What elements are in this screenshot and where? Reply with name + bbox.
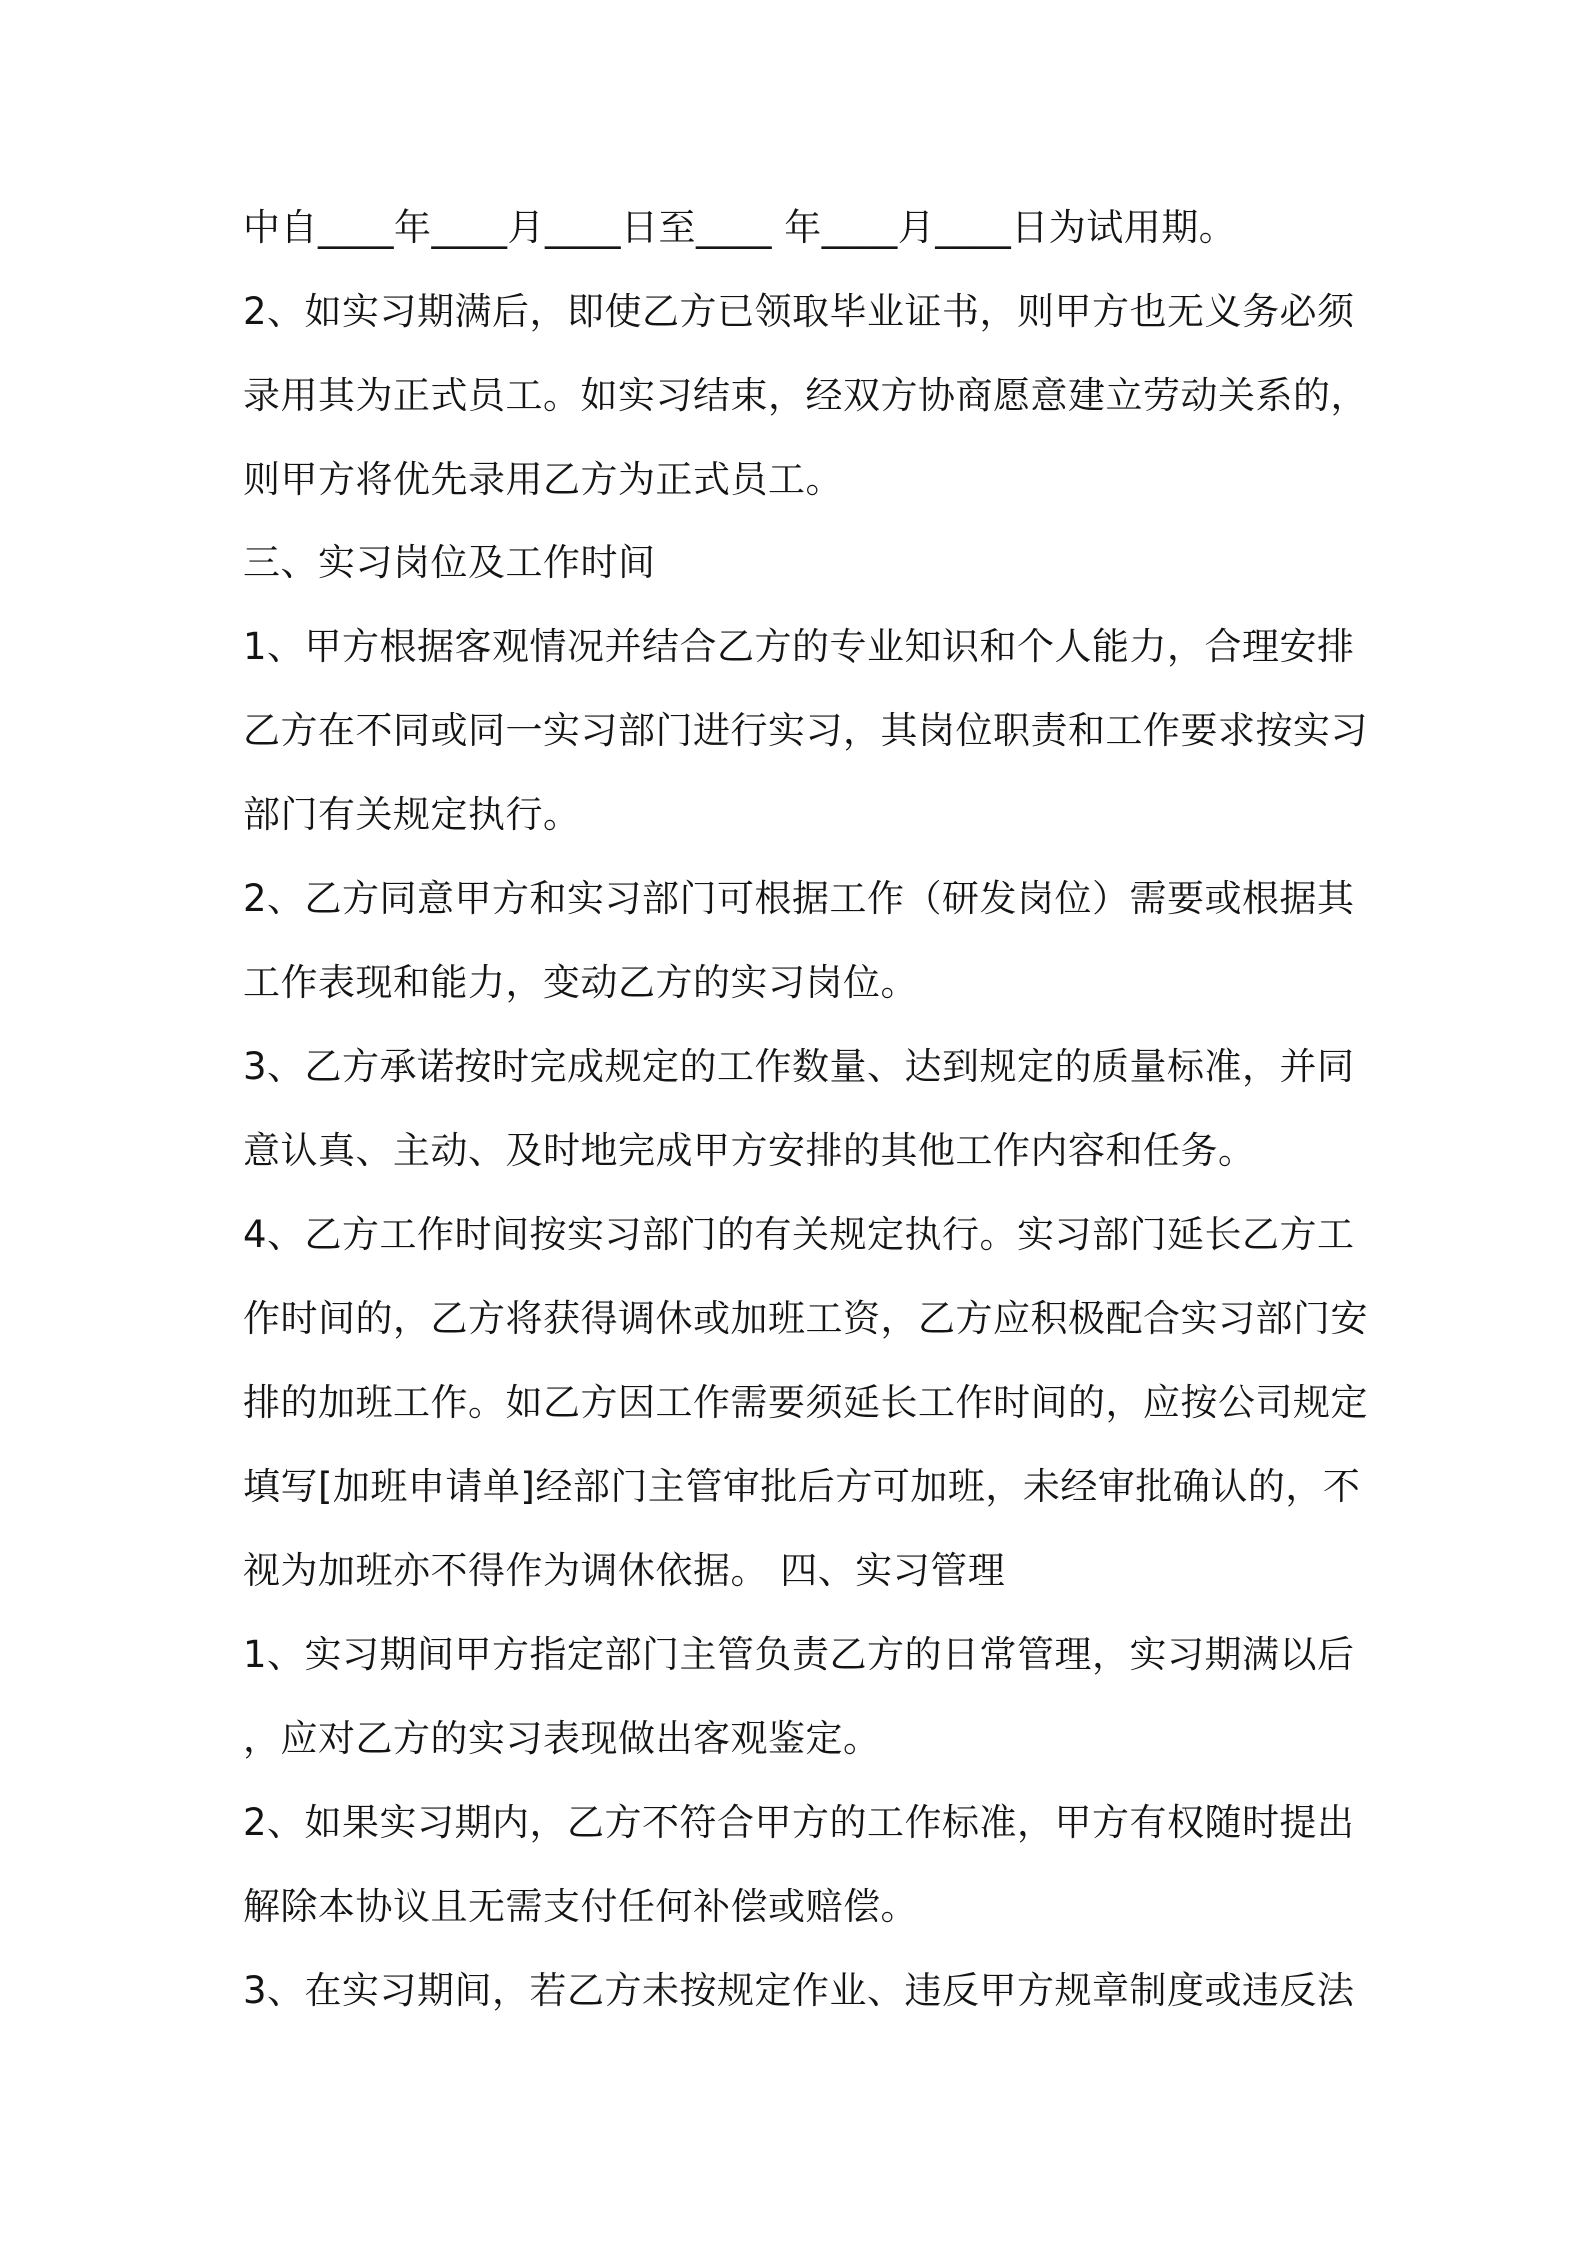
text-line-clause-2-3: 则甲方将优先录用乙方为正式员工。 xyxy=(243,458,843,501)
text-line-s3-clause-4-4: 填写[加班申请单]经部门主管审批后方可加班，未经审批确认的，不 xyxy=(243,1465,1361,1508)
text-line-s4-clause-3-1: 3、在实习期间，若乙方未按规定作业、违反甲方规章制度或违反法 xyxy=(243,1969,1355,2012)
text-line-clause-2-2: 录用其为正式员工。如实习结束，经双方协商愿意建立劳动关系的， xyxy=(243,374,1368,417)
text-line-s4-clause-1-2: ，应对乙方的实习表现做出客观鉴定。 xyxy=(243,1717,881,1760)
text-line-s3-clause-4-5-and-section-4-heading: 视为加班亦不得作为调休依据。 四、实习管理 xyxy=(243,1549,1006,1592)
text-line-s4-clause-2-1: 2、如果实习期内，乙方不符合甲方的工作标准，甲方有权随时提出 xyxy=(243,1801,1355,1844)
text-line-s3-clause-3-1: 3、乙方承诺按时完成规定的工作数量、达到规定的质量标准，并同 xyxy=(243,1045,1355,1088)
text-line-s3-clause-1-3: 部门有关规定执行。 xyxy=(243,793,581,836)
text-line-s3-clause-2-2: 工作表现和能力，变动乙方的实习岗位。 xyxy=(243,961,918,1004)
text-line-clause-2-1: 2、如实习期满后，即使乙方已领取毕业证书，则甲方也无义务必须 xyxy=(243,290,1355,333)
text-line-s3-clause-3-2: 意认真、主动、及时地完成甲方安排的其他工作内容和任务。 xyxy=(243,1129,1256,1172)
section-heading-internship-position: 三、实习岗位及工作时间 xyxy=(243,541,656,584)
text-line-trial-period: 中自____年____月____日至____ 年____月____日为试用期。 xyxy=(243,206,1237,249)
text-line-s3-clause-4-3: 排的加班工作。如乙方因工作需要须延长工作时间的，应按公司规定 xyxy=(243,1381,1368,1424)
text-line-s4-clause-2-2: 解除本协议且无需支付任何补偿或赔偿。 xyxy=(243,1885,918,1928)
text-line-s3-clause-1-2: 乙方在不同或同一实习部门进行实习，其岗位职责和工作要求按实习 xyxy=(243,709,1368,752)
text-line-s3-clause-1-1: 1、甲方根据客观情况并结合乙方的专业知识和个人能力，合理安排 xyxy=(243,625,1355,668)
text-line-s4-clause-1-1: 1、实习期间甲方指定部门主管负责乙方的日常管理，实习期满以后 xyxy=(243,1633,1355,1676)
text-line-s3-clause-4-2: 作时间的，乙方将获得调休或加班工资，乙方应积极配合实习部门安 xyxy=(243,1297,1368,1340)
text-line-s3-clause-2-1: 2、乙方同意甲方和实习部门可根据工作（研发岗位）需要或根据其 xyxy=(243,877,1355,920)
text-line-s3-clause-4-1: 4、乙方工作时间按实习部门的有关规定执行。实习部门延长乙方工 xyxy=(243,1213,1355,1256)
